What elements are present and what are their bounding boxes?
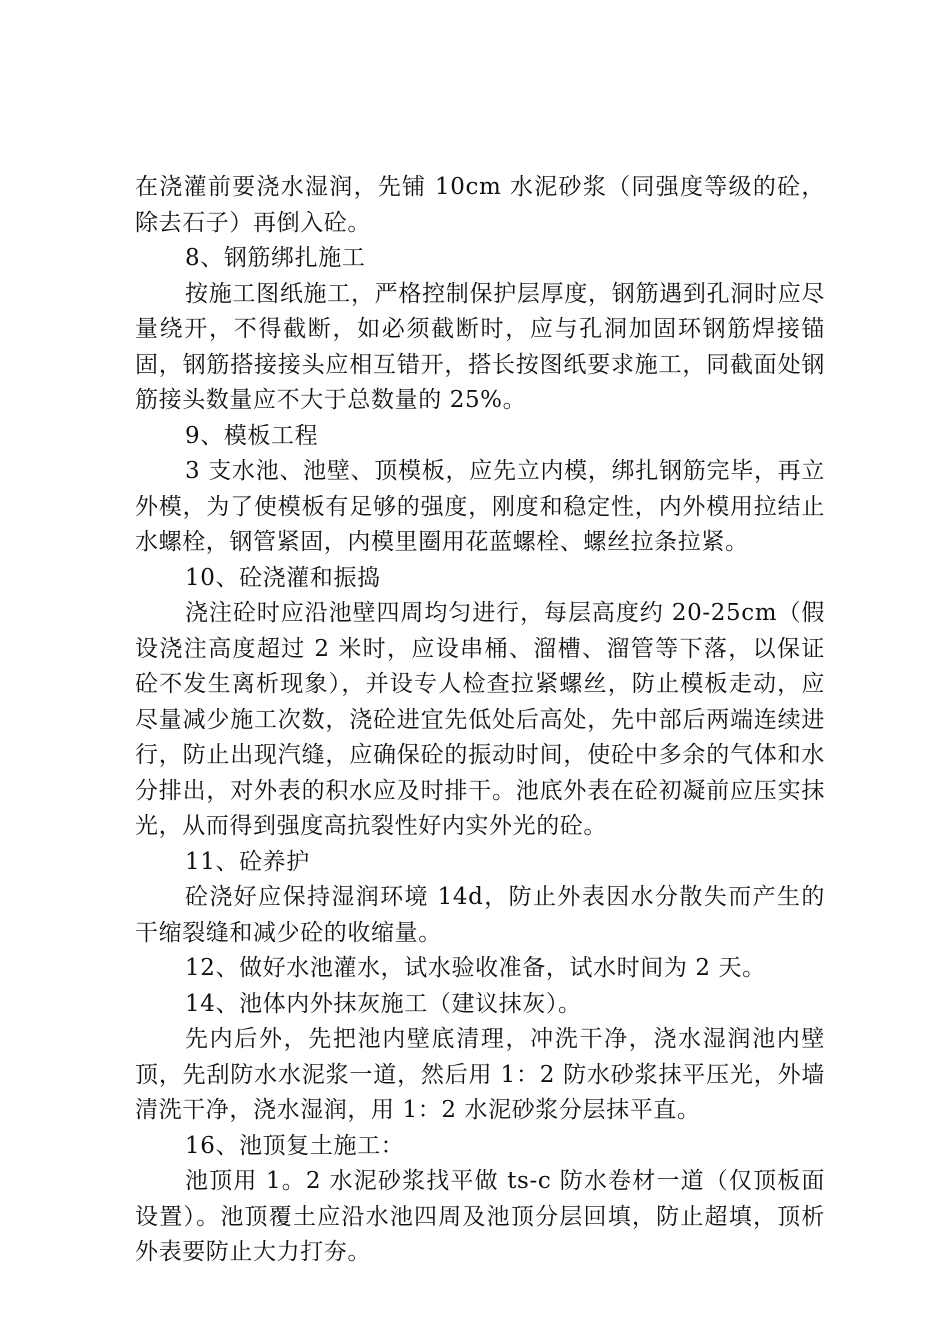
paragraph-formwork: 3 支水池、池壁、顶模板，应先立内模，绑扎钢筋完毕，再立外模，为了使模板有足够的强度，刚度和稳定性，内外模用拉结止水螺栓，钢管紧固，内模里圈用花蓝螺栓、螺丝拉条拉紧。: [135, 458, 825, 555]
paragraph-pour-prep: 在浇灌前要浇水湿润，先铺 10cm 水泥砂浆（同强度等级的砼，除去石子）再倒入砼。: [135, 174, 825, 236]
document-body: [135, 170, 825, 1271]
heading-water-test: 12、做好水池灌水，试水验收准备，试水时间为 2 天。: [185, 955, 766, 981]
heading-rebar-binding: 8、钢筋绑扎施工: [185, 245, 366, 271]
heading-roof-backfill: 16、池顶复土施工：: [185, 1132, 405, 1159]
heading-concrete-pouring: 10、砼浇灌和振捣: [185, 564, 381, 591]
paragraph-plastering: 先内后外，先把池内壁底清理，冲洗干净，浇水湿润池内壁顶，先刮防水水泥浆一道，然后用 1：2 防水砂浆抹平压光，外墙清洗干净，浇水湿润，用 1：2 水泥砂浆分层抹平直。: [135, 1026, 825, 1123]
paragraph-roof-backfill: 池顶用 1。2 水泥砂浆找平做 ts-c 防水卷材一道（仅顶板面设置）。池顶覆土应沿水池四周及池顶分层回填，防止超填，顶析外表要防止大力打夯。: [135, 1168, 825, 1265]
heading-concrete-curing: 11、砼养护: [185, 848, 310, 875]
heading-plastering: 14、池体内外抹灰施工（建议抹灰）。: [185, 990, 582, 1017]
paragraph-concrete-pouring: 浇注砼时应沿池壁四周均匀进行，每层高度约 20-25cm（假设浇注高度超过 2 米时，应设串桶、溜槽、溜管等下落，以保证砼不发生离析现象），并设专人检查拉紧螺丝，防止模板走动，应尽量减少施工次数，浇砼进宜先低处后高处，先中部后两端连续进行，防止出现汽缝，应确保砼的振动时间，使砼中多余的气体和水分排出，对外表的积水应及时排干。池底外表在砼初凝前应压实抹光，从而得到强度高抗裂性好内实外光的砼。: [135, 600, 825, 839]
paragraph-rebar-binding: 按施工图纸施工，严格控制保护层厚度，钢筋遇到孔洞时应尽量绕开，不得截断，如必须截断时，应与孔洞加固环钢筋焊接锚固，钢筋搭接接头应相互错开，搭长按图纸要求施工，同截面处钢筋接头数量应不大于总数量的 25%。: [135, 280, 825, 413]
paragraph-concrete-curing: 砼浇好应保持湿润环境 14d，防止外表因水分散失而产生的干缩裂缝和减少砼的收缩量。: [135, 884, 825, 946]
heading-formwork: 9、模板工程: [185, 422, 319, 449]
